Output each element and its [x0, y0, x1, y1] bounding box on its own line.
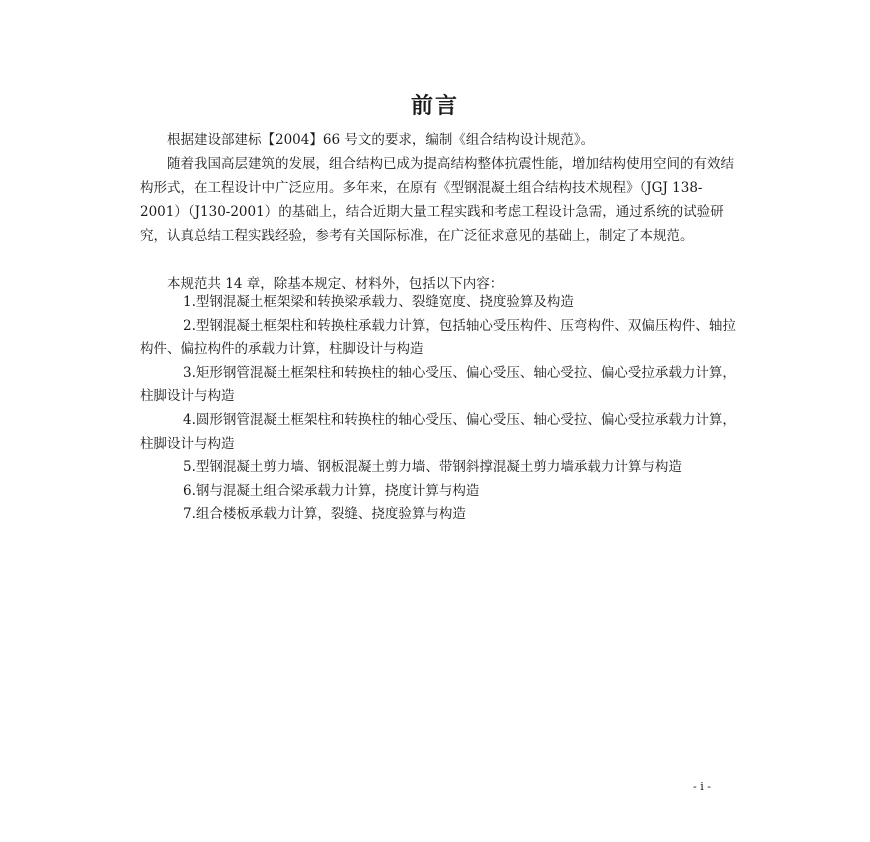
intro-paragraph-3: 本规范共 14 章，除基本规定、材料外，包括以下内容：: [167, 276, 504, 292]
list-item: 1.型钢混凝土框架梁和转换梁承载力、裂缝宽度、挠度验算及构造: [183, 294, 574, 310]
list-item: 5.型钢混凝土剪力墙、钢板混凝土剪力墙、带钢斜撑混凝土剪力墙承载力计算与构造: [183, 459, 682, 476]
page-number: - i -: [693, 780, 711, 793]
list-item: 4.圆形钢管混凝土框架柱和转换柱的轴心受压、偏心受压、轴心受拉、偏心受拉承载力计算，柱脚设计与构造: [140, 411, 736, 452]
content-list: [140, 291, 740, 527]
list-item: 7.组合楼板承载力计算，裂缝、挠度验算与构造: [183, 506, 466, 523]
intro-paragraph-2: 随着我国高层建筑的发展，组合结构已成为提高结构整体抗震性能，增加结构使用空间的有效结构形式，在工程设计中广泛应用。多年来，在原有《型钢混凝土组合结构技术规程》（JGJ 138-2001）（J130-2001）的基础上，结合近期大量工程实践和考虑工程设计急需，通过系统的试验研究，认真总结工程实践经验，参考有关国际标准，在广泛征求意见的基础上，制定了本规范。: [140, 156, 734, 244]
list-item: 6.钢与混凝土组合梁承载力计算，挠度计算与构造: [183, 482, 480, 499]
intro-paragraph-1: 根据建设部建标【2004】66 号文的要求，编制《组合结构设计规范》。: [167, 132, 595, 148]
list-item: 3.矩形钢管混凝土框架柱和转换柱的轴心受压、偏心受压、轴心受拉、偏心受拉承载力计算，柱脚设计与构造: [140, 364, 736, 405]
list-item: 2.型钢混凝土框架柱和转换柱承载力计算，包括轴心受压构件、压弯构件、双偏压构件、轴拉构件、偏拉构件的承载力计算，柱脚设计与构造: [140, 317, 736, 358]
page-title: 前言: [410, 92, 459, 119]
